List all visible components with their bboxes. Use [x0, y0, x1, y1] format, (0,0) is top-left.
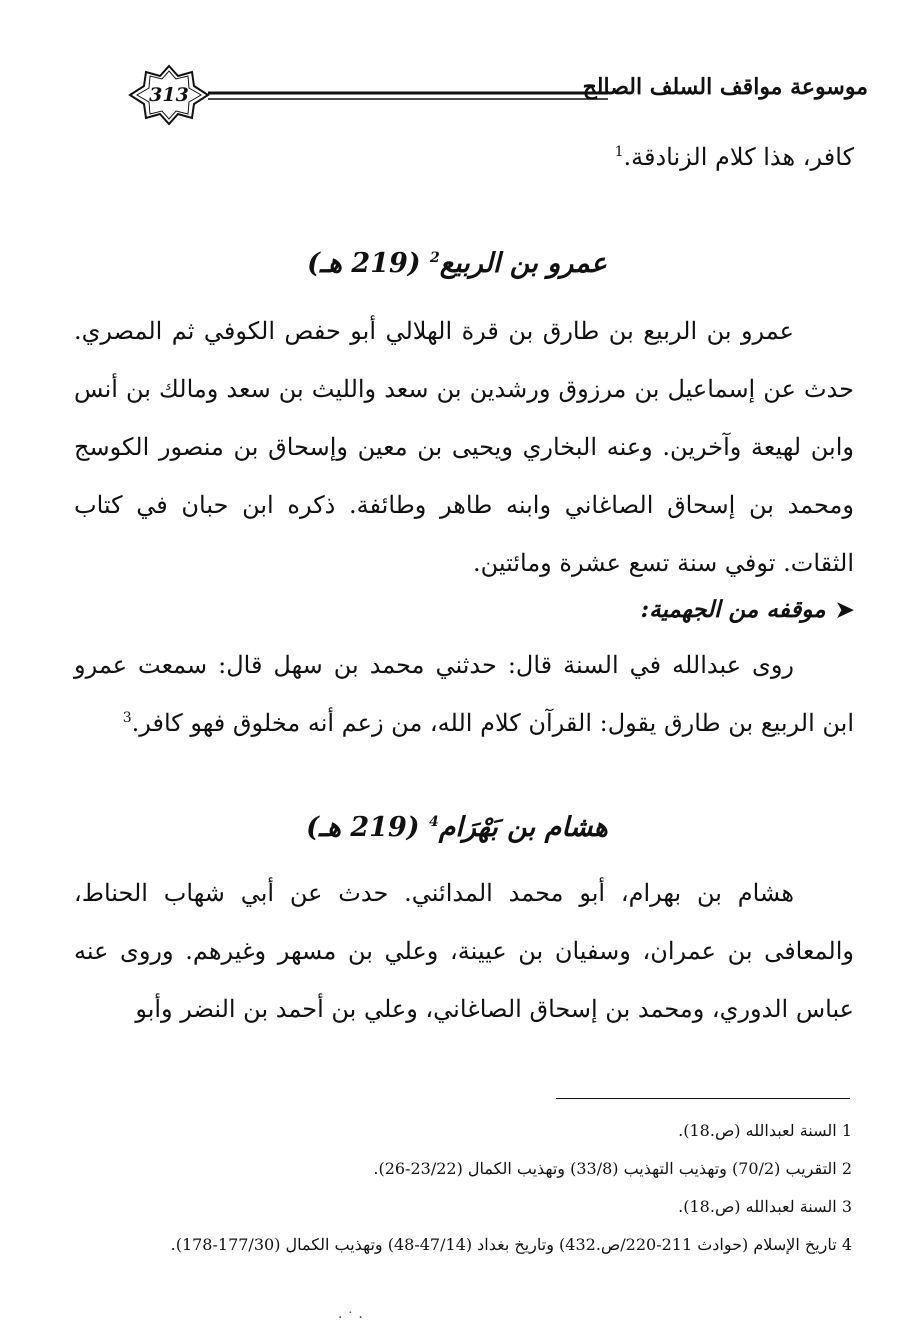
section-2-body [74, 864, 854, 1038]
heading-date: (219 هـ) [306, 812, 420, 843]
continued-text [74, 128, 854, 186]
footnote [52, 1226, 852, 1264]
biography-paragraph: هشام بن بهرام، أبو محمد المدائني. حدث عن أبي شهاب الحناط، والمعافى بن عمران، وسفيان بن عيينة، وعلي بن مسهر وغيرهم. وروى عنه عباس الدوري، ومحمد بن إسحاق الصاغاني، وعلي بن أحمد بن النضر وأبو [74, 879, 854, 1023]
footnote-number: 3 [841, 1197, 852, 1216]
heading-name: عمرو بن الربيع [439, 248, 607, 279]
heading-date: (219 هـ) [307, 248, 421, 279]
running-title: موسوعة مواقف السلف الصالح [582, 74, 868, 100]
footnote-number: 1 [841, 1121, 852, 1140]
section-1-body [74, 302, 854, 592]
subheading [641, 596, 854, 623]
footnote-ref-1: 1 [614, 144, 624, 160]
heading-name: هشام بن بَهْرَام [438, 812, 608, 843]
footnote-text: التقريب (70/2) وتهذيب التهذيب (33/8) وتهذيب الكمال (23/22-26). [373, 1159, 837, 1178]
footnote [52, 1112, 852, 1150]
quote-block [74, 636, 854, 752]
footnote-text: تاريخ الإسلام (حوادث 211-220/ص.432) وتاريخ بغداد (47/14-48) وتهذيب الكمال (177/30-178). [170, 1235, 837, 1254]
section-heading-1 [0, 248, 914, 279]
biography-paragraph: عمرو بن الربيع بن طارق بن قرة الهلالي أبو حفص الكوفي ثم المصري. حدث عن إسماعيل بن مرزوق ورشدين بن سعد والليث بن سعد ومالك بن أنس وابن لهيعة وآخرين. وعنه البخاري ويحيى بن معين وإسحاق بن منصور الكوسج ومحمد بن إسحاق الصاغاني وابنه طاهر وطائفة. ذكره ابن حبان في كتاب الثقات. توفي سنة تسع عشرة ومائتين. [74, 317, 854, 577]
page-header [118, 64, 868, 126]
scan-speck: · ˙ · [338, 1310, 363, 1326]
footnote-ref-3: 3 [122, 710, 132, 726]
footnote-number: 2 [841, 1159, 852, 1178]
subheading-text: موقفه من الجهمية: [640, 596, 826, 623]
footnote-text: السنة لعبدالله (ص.18). [678, 1197, 837, 1216]
arrow-icon: ➤ [835, 597, 854, 623]
footnote-separator [556, 1098, 850, 1099]
footnote [52, 1150, 852, 1188]
footnote-ref-4: 4 [428, 814, 439, 830]
page-number: 313 [149, 84, 189, 106]
section-heading-2 [0, 812, 914, 843]
top-line: كافر، هذا كلام الزنادقة. [623, 143, 854, 171]
footnote-ref-2: 2 [429, 250, 440, 266]
footnote [52, 1188, 852, 1226]
footnote-number: 4 [841, 1235, 852, 1254]
footnotes [52, 1112, 852, 1264]
quote-text: روى عبدالله في السنة قال: حدثني محمد بن سهل قال: سمعت عمرو ابن الربيع بن طارق يقول: القرآن كلام الله، من زعم أنه مخلوق فهو كافر. [74, 651, 854, 737]
footnote-text: السنة لعبدالله (ص.18). [678, 1121, 837, 1140]
